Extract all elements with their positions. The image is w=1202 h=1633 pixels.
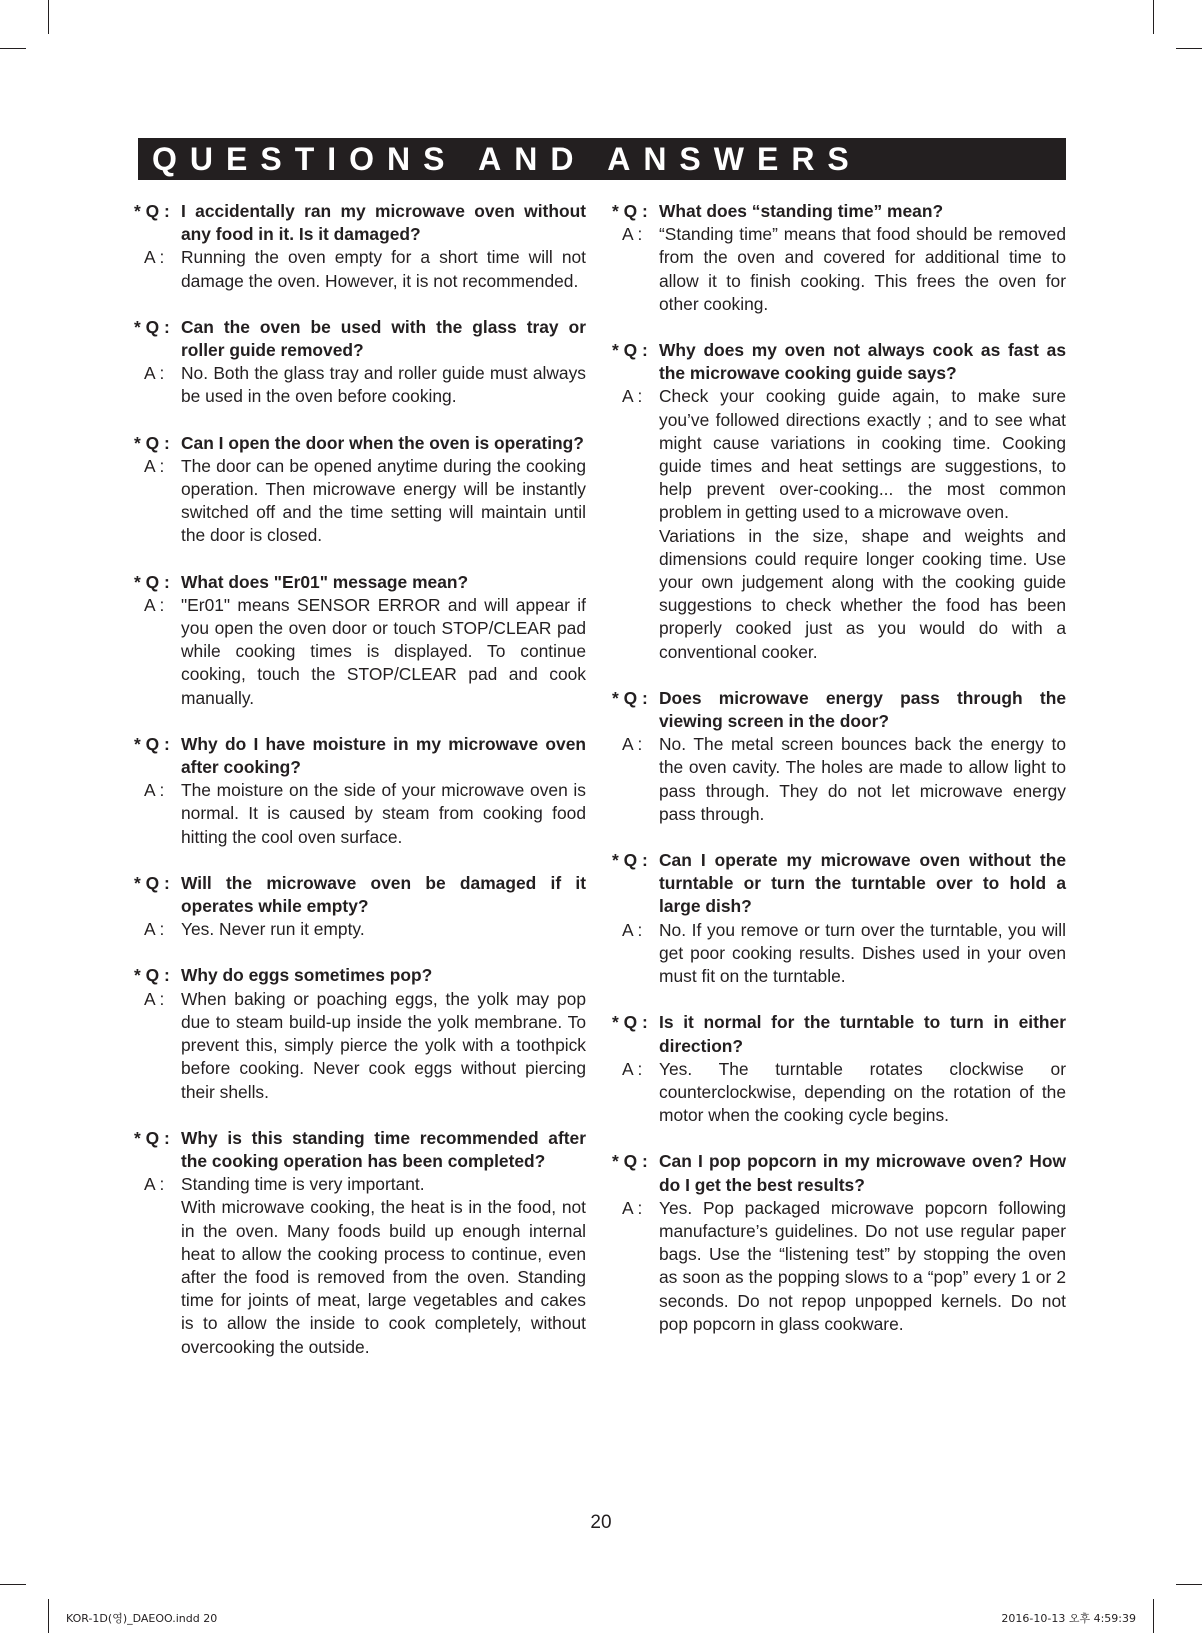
section-title: QUESTIONS AND ANSWERS xyxy=(138,138,1066,180)
question-text: Why is this standing time recommended after the cooking operation has been completed? xyxy=(181,1127,586,1171)
answer-text xyxy=(659,223,1066,316)
answer-paragraph: Standing time is very important. xyxy=(181,1174,425,1195)
answer-label: A : xyxy=(144,594,165,615)
qa-item xyxy=(612,1150,1066,1336)
question-text: I accidentally ran my microwave oven without any food in it. Is it damaged? xyxy=(181,201,586,245)
answer-paragraph: Yes. Never run it empty. xyxy=(181,919,365,940)
qa-item xyxy=(134,1127,586,1359)
question-label: * Q : xyxy=(134,432,170,453)
question-text: Can the oven be used with the glass tray or roller guide removed? xyxy=(181,316,586,361)
answer-paragraph: With microwave cooking, the heat is in the food, not in the oven. Many foods build up enough internal heat to allow the cooking process to continue, even after the food is removed from the oven. Standing time for joints of meat, large vegetables and cakes is to allow the inside to cook completely, without overcooking the outside. xyxy=(181,1197,586,1357)
question xyxy=(612,849,1066,919)
answer-label: A : xyxy=(144,455,165,476)
answer xyxy=(612,1197,1066,1336)
question-label: * Q : xyxy=(612,850,648,871)
question-label: * Q : xyxy=(134,965,170,986)
question-text: Is it normal for the turntable to turn in either direction? xyxy=(659,1012,1066,1056)
answer-label: A : xyxy=(144,988,165,1009)
answer-paragraph: When baking or poaching eggs, the yolk may pop due to steam build-up inside the yolk membrane. To prevent this, simply pierce the yolk with a toothpick before cooking. Never cook eggs without piercing their shells. xyxy=(181,988,586,1102)
qa-item xyxy=(612,849,1066,988)
answer-text xyxy=(659,733,1066,826)
answer-text xyxy=(659,1197,1066,1336)
answer-label: A : xyxy=(144,1174,165,1195)
answer-paragraph: Variations in the size, shape and weights and dimensions could require longer cooking time. Use your own judgement along with the cooking guide suggestions to check whether the food has been properly cooked just as you would do with a conventional cooker. xyxy=(659,525,1066,662)
left-column xyxy=(134,200,586,1382)
qa-item xyxy=(612,200,1066,316)
crop-mark xyxy=(1153,1599,1154,1633)
crop-mark xyxy=(1176,48,1202,49)
answer xyxy=(134,779,586,849)
crop-mark xyxy=(0,48,26,49)
question-label: * Q : xyxy=(134,316,170,337)
question-label: * Q : xyxy=(612,1012,648,1033)
question xyxy=(612,1150,1066,1196)
answer-paragraph: No. If you remove or turn over the turntable, you will get poor cooking results. Dishes used in your oven must fit on the turntable. xyxy=(659,919,1066,987)
question-label: * Q : xyxy=(612,1151,648,1172)
answer xyxy=(612,385,1066,663)
answer-text xyxy=(181,594,586,710)
answer-text xyxy=(659,385,1066,663)
question xyxy=(134,964,586,987)
right-column xyxy=(612,200,1066,1359)
print-slug-timestamp: 2016-10-13 오후 4:59:39 xyxy=(1001,1612,1136,1625)
question-text: Can I open the door when the oven is operating? xyxy=(181,432,584,453)
answer-label: A : xyxy=(144,363,165,384)
crop-mark xyxy=(1153,0,1154,34)
answer xyxy=(134,988,586,1104)
answer-text xyxy=(181,455,586,548)
crop-mark xyxy=(0,1584,26,1585)
crop-mark xyxy=(48,0,49,34)
answer xyxy=(612,733,1066,826)
question xyxy=(612,200,1066,223)
crop-mark xyxy=(48,1599,49,1633)
question-label: * Q : xyxy=(612,340,648,361)
question-label: * Q : xyxy=(134,201,170,221)
answer-text xyxy=(659,1058,1066,1128)
answer xyxy=(134,594,586,710)
page-number: 20 xyxy=(590,1512,612,1533)
answer-text xyxy=(181,918,586,941)
answer-label: A : xyxy=(622,224,643,245)
question-label: * Q : xyxy=(134,733,170,754)
answer-paragraph: “Standing time” means that food should be removed from the oven and covered for additional time to allow it to finish cooking. This frees the oven for other cooking. xyxy=(659,224,1066,314)
question-text: Why does my oven not always cook as fast as the microwave cooking guide says? xyxy=(659,340,1066,384)
qa-item xyxy=(612,339,1066,664)
question-label: * Q : xyxy=(612,201,648,221)
answer-paragraph: Running the oven empty for a short time will not damage the oven. However, it is not recommended. xyxy=(181,247,586,291)
answer xyxy=(134,246,586,292)
qa-item xyxy=(134,964,586,1103)
qa-item xyxy=(612,1011,1066,1127)
qa-item xyxy=(612,687,1066,826)
question-text: Can I pop popcorn in my microwave oven? How do I get the best results? xyxy=(659,1151,1066,1195)
answer-paragraph: No. Both the glass tray and roller guide must always be used in the oven before cooking. xyxy=(181,363,586,407)
question xyxy=(134,432,586,455)
print-slug-file: KOR-1D(영)_DAEOO.indd 20 xyxy=(66,1612,218,1625)
answer xyxy=(612,1058,1066,1128)
qa-item xyxy=(134,200,586,293)
question xyxy=(134,872,586,918)
answer-text xyxy=(181,988,586,1104)
question-text: Does microwave energy pass through the viewing screen in the door? xyxy=(659,687,1066,732)
answer-paragraph: Yes. Pop packaged microwave popcorn following manufacture’s guidelines. Do not use regular paper bags. Use the “listening test” by stopping the oven as soon as the popping slows to a “pop” every 1 or 2 seconds. Do not repop unpopped kernels. Do not pop popcorn in glass cookware. xyxy=(659,1197,1066,1334)
question xyxy=(134,1127,586,1173)
answer-label: A : xyxy=(144,780,165,801)
question-text: What does "Er01" message mean? xyxy=(181,571,469,592)
question xyxy=(134,200,586,246)
question-text: What does “standing time” mean? xyxy=(659,201,944,221)
question-label: * Q : xyxy=(134,571,170,592)
answer-text xyxy=(659,919,1066,989)
qa-item xyxy=(134,571,586,710)
answer-label: A : xyxy=(144,247,165,268)
question-label: * Q : xyxy=(134,1127,170,1148)
question xyxy=(612,1011,1066,1057)
answer-text xyxy=(181,779,586,849)
question-text: Why do I have moisture in my microwave oven after cooking? xyxy=(181,733,586,778)
answer-text xyxy=(181,362,586,408)
answer-label: A : xyxy=(144,919,165,940)
answer-paragraph: Check your cooking guide again, to make sure you’ve followed directions exactly ; and to see what might cause variations in cooking time. Cooking guide times and heat settings are suggestions, to help prevent over-cooking... the most common problem in getting used to a microwave oven. xyxy=(659,386,1066,523)
question-label: * Q : xyxy=(612,687,648,708)
question xyxy=(612,687,1066,733)
question xyxy=(134,316,586,362)
answer xyxy=(612,919,1066,989)
answer xyxy=(134,1173,586,1359)
answer-paragraph: No. The metal screen bounces back the energy to the oven cavity. The holes are made to allow light to pass through. They do not let microwave energy pass through. xyxy=(659,734,1066,824)
answer-paragraph: The door can be opened anytime during the cooking operation. Then microwave energy will be instantly switched off and the time setting will maintain until the door is closed. xyxy=(181,455,586,546)
question xyxy=(134,733,586,779)
answer-label: A : xyxy=(622,734,643,755)
question xyxy=(612,339,1066,385)
question-text: Can I operate my microwave oven without the turntable or turn the turntable over to hold a large dish? xyxy=(659,850,1066,917)
answer-paragraph: "Er01" means SENSOR ERROR and will appear if you open the oven door or touch STOP/CLEAR pad while cooking times is displayed. To continue cooking, touch the STOP/CLEAR pad and cook manually. xyxy=(181,594,586,708)
answer-label: A : xyxy=(622,1058,643,1079)
qa-item xyxy=(134,733,586,849)
question xyxy=(134,571,586,594)
answer xyxy=(134,455,586,548)
answer-paragraph: The moisture on the side of your microwave oven is normal. It is caused by steam from cooking food hitting the cool oven surface. xyxy=(181,780,586,847)
answer xyxy=(134,918,586,941)
qa-item xyxy=(134,872,586,942)
answer xyxy=(134,362,586,408)
crop-mark xyxy=(1176,1584,1202,1585)
answer-label: A : xyxy=(622,1197,643,1218)
question-label: * Q : xyxy=(134,872,170,893)
answer-paragraph: Yes. The turntable rotates clockwise or counterclockwise, depending on the rotation of the motor when the cooking cycle begins. xyxy=(659,1058,1066,1126)
qa-item xyxy=(134,432,586,548)
answer-text xyxy=(181,246,586,292)
answer xyxy=(612,223,1066,316)
answer-text xyxy=(181,1173,586,1359)
qa-item xyxy=(134,316,586,409)
answer-label: A : xyxy=(622,386,643,407)
question-text: Why do eggs sometimes pop? xyxy=(181,965,433,986)
question-text: Will the microwave oven be damaged if it operates while empty? xyxy=(181,872,586,917)
answer-label: A : xyxy=(622,919,643,940)
